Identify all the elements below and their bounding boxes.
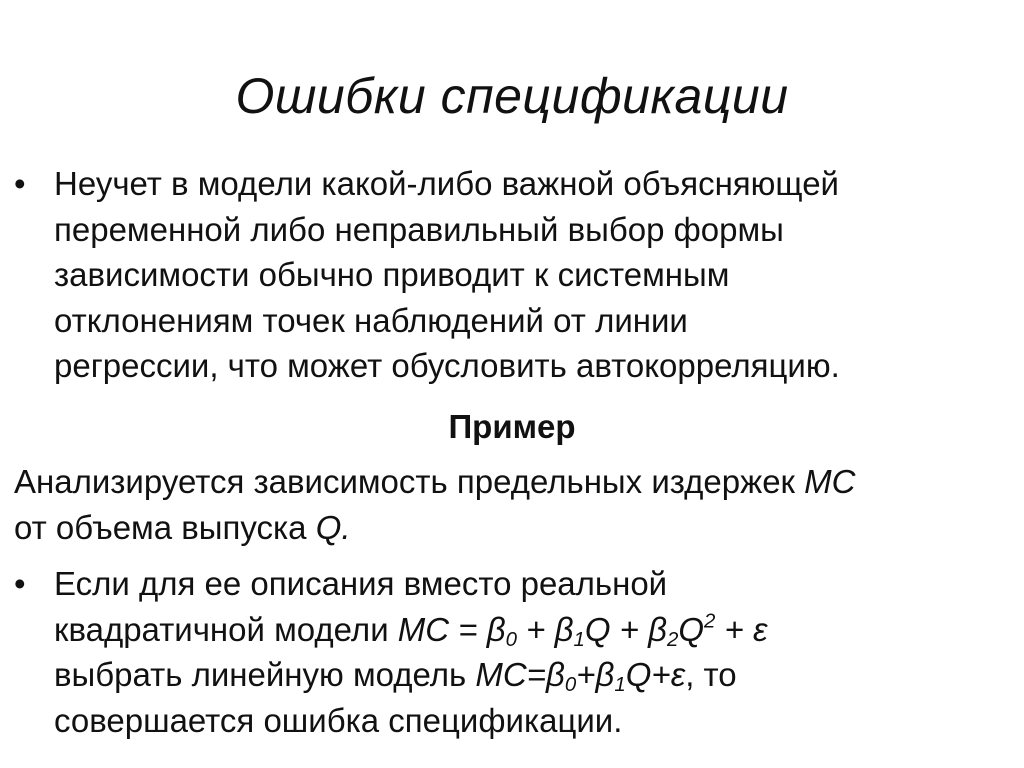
bullet1-line-3: зависимости обычно приводит к системным <box>54 256 730 293</box>
bullet2-line-3 <box>54 652 1014 698</box>
paragraph-text: от объема выпуска <box>14 508 316 546</box>
paragraph-text: Анализируется зависимость предельных издержек <box>14 463 805 500</box>
variable-q: Q. <box>315 508 351 546</box>
bullet2-text: , то <box>685 656 737 693</box>
bullet1-line-5: регрессии, что может обусловить автокорреляцию. <box>54 347 840 384</box>
bullet-text-2 <box>54 561 1014 743</box>
bullet2-line-2 <box>54 607 1014 653</box>
example-paragraph <box>14 459 1014 550</box>
bullet-item-2 <box>14 561 1014 743</box>
bullet-item-1 <box>14 161 1014 389</box>
bullet1-line-2: переменной либо неправильный выбор формы <box>54 210 784 248</box>
bullet-marker: • <box>14 165 26 202</box>
example-heading: Пример <box>448 408 576 445</box>
bullet1-line-1: Неучет в модели какой-либо важной объясняющей <box>54 165 839 202</box>
paragraph-line-1 <box>14 459 1014 505</box>
slide-title: Ошибки спецификации <box>235 68 789 124</box>
bullet2-text: квадратичной модели <box>54 610 398 648</box>
bullet2-text: выбрать линейную модель <box>54 656 476 693</box>
variable-mc: MC <box>804 463 856 500</box>
paragraph-line-2 <box>14 505 1014 551</box>
bullet-marker: • <box>14 565 26 602</box>
bullet2-line-1: Если для ее описания вместо реальной <box>54 565 668 602</box>
bullet-text-1 <box>54 161 1014 389</box>
bullet2-line-4: совершается ошибка спецификации. <box>54 701 623 739</box>
formula-quadratic: MC = $\beta_0 + \beta_1Q + \beta_2Q^2 + \varepsilon$ <box>397 609 768 651</box>
formula-linear: $MC=\beta_0+\beta_1Q+\varepsilon$ <box>475 656 686 697</box>
bullet1-line-4: отклонениям точек наблюдений от линии <box>54 301 688 339</box>
